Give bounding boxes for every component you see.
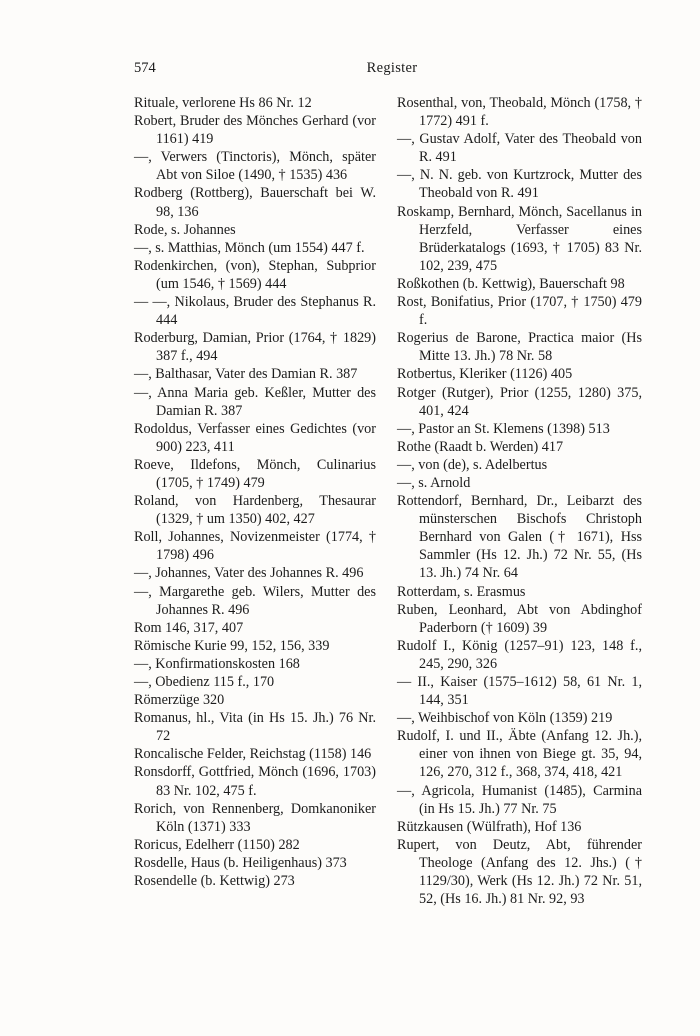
index-entry: Rothe (Raadt b. Werden) 417	[397, 438, 564, 455]
index-entry: —, Verwers (Tinctoris), Mönch, später Abt von Siloe (1490, † 1535) 436	[134, 149, 376, 184]
index-entry: Rogerius de Barone, Practica maior (Hs Mitte 13. Jh.) 78 Nr. 58	[397, 330, 642, 365]
index-entry: —, Anna Maria geb. Keßler, Mutter des Damian R. 387	[134, 384, 376, 419]
index-entry: —, s. Matthias, Mönch (um 1554) 447 f.	[134, 239, 365, 256]
index-entry: Rützkausen (Wülfrath), Hof 136	[397, 818, 582, 835]
index-entry: —, N. N. geb. von Kurtzrock, Mutter des Theobald von R. 491	[397, 167, 642, 202]
index-entry: Rosdelle, Haus (b. Heiligenhaus) 373	[134, 854, 347, 871]
index-entry: —, Johannes, Vater des Johannes R. 496	[134, 565, 364, 582]
index-entry: Römerzüge 320	[134, 692, 225, 709]
index-entry: —, Pastor an St. Klemens (1398) 513	[397, 420, 610, 437]
index-entry: Roricus, Edelherr (1150) 282	[134, 836, 300, 853]
index-column-right	[397, 94, 642, 908]
index-entry: Rodenkirchen, (von), Stephan, Subprior (um 1546, † 1569) 444	[134, 257, 376, 292]
index-entry: Römische Kurie 99, 152, 156, 339	[134, 637, 330, 654]
index-entry: — II., Kaiser (1575–1612) 58, 61 Nr. 1, 144, 351	[397, 674, 642, 709]
index-entry: —, Margarethe geb. Wilers, Mutter des Johannes R. 496	[134, 583, 376, 618]
index-entry: Ronsdorff, Gottfried, Mönch (1696, 1703) 83 Nr. 102, 475 f.	[134, 764, 376, 799]
index-entry: Rode, s. Johannes	[134, 221, 236, 238]
index-entry: Rottendorf, Bernhard, Dr., Leibarzt des münsterschen Bischofs Christoph Bernhard von Galen († 1671), Hss Sammler (Hs 12. Jh.) 72 Nr. 55, (Hs 13. Jh.) 74 Nr. 64	[397, 493, 642, 582]
index-entry: Rodberg (Rottberg), Bauerschaft bei W. 98, 136	[134, 185, 376, 220]
index-entry: Roland, von Hardenberg, Thesaurar (1329, † um 1350) 402, 427	[134, 493, 376, 528]
index-entry: Rupert, von Deutz, Abt, führender Theologe (Anfang des 12. Jhs.) († 1129/30), Werk (Hs 12. Jh.) 72 Nr. 51, 52, (Hs 16. Jh.) 81 Nr. 92, 93	[397, 836, 642, 908]
running-title: Register	[366, 60, 418, 76]
index-entry: — —, Nikolaus, Bruder des Stephanus R. 444	[134, 294, 376, 329]
index-entry: Roll, Johannes, Novizenmeister (1774, † 1798) 496	[134, 529, 376, 564]
index-entry: Rodoldus, Verfasser eines Gedichtes (vor 900) 223, 411	[134, 420, 376, 455]
index-entry: —, s. Arnold	[397, 474, 471, 491]
index-entry: Rom 146, 317, 407	[134, 619, 244, 636]
page-number: 574	[134, 60, 156, 76]
index-entry: Rotger (Rutger), Prior (1255, 1280) 375, 401, 424	[397, 384, 642, 419]
index-entry: Rosendelle (b. Kettwig) 273	[134, 873, 295, 890]
index-entry: —, Konfirmationskosten 168	[134, 655, 300, 672]
index-entry: Rudolf I., König (1257–91) 123, 148 f., 245, 290, 326	[397, 637, 642, 672]
index-entry: Rosenthal, von, Theobald, Mönch (1758, † 1772) 491 f.	[397, 95, 642, 130]
index-entry: —, von (de), s. Adelbertus	[397, 456, 548, 473]
index-entry: Romanus, hl., Vita (in Hs 15. Jh.) 76 Nr. 72	[134, 710, 376, 745]
index-entry: Rudolf, I. und II., Äbte (Anfang 12. Jh.), einer von ihnen von Biege gt. 35, 94, 126, 270, 312 f., 368, 374, 418, 421	[397, 728, 642, 781]
index-entry: Roncalische Felder, Reichstag (1158) 146	[134, 746, 372, 763]
index-entry: Rost, Bonifatius, Prior (1707, † 1750) 479 f.	[397, 294, 642, 329]
index-entry: —, Obedienz 115 f., 170	[134, 674, 275, 690]
index-entry: Rituale, verlorene Hs 86 Nr. 12	[134, 95, 312, 111]
index-entry: Ruben, Leonhard, Abt von Abdinghof Paderborn († 1609) 39	[397, 601, 642, 636]
index-entry: Rorich, von Rennenberg, Domkanoniker Köln (1371) 333	[134, 800, 376, 835]
page-header	[134, 60, 650, 80]
index-entry: —, Agricola, Humanist (1485), Carmina (in Hs 15. Jh.) 77 Nr. 75	[397, 782, 642, 817]
index-entry: Rotbertus, Kleriker (1126) 405	[397, 366, 573, 383]
index-column-left	[134, 94, 376, 890]
index-entry: Roderburg, Damian, Prior (1764, † 1829) 387 f., 494	[134, 330, 376, 365]
index-entry: Rotterdam, s. Erasmus	[397, 583, 526, 600]
index-entry: —, Balthasar, Vater des Damian R. 387	[134, 366, 358, 383]
index-entry: Roskamp, Bernhard, Mönch, Sacellanus in Herzfeld, Verfasser eines Brüderkatalogs (1693, † 1705) 83 Nr. 102, 239, 475	[397, 203, 642, 274]
index-entry: Roeve, Ildefons, Mönch, Culinarius (1705, † 1749) 479	[134, 456, 376, 491]
index-entry: Roßkothen (b. Kettwig), Bauerschaft 98	[397, 275, 625, 292]
index-entry: —, Gustav Adolf, Vater des Theobald von R. 491	[397, 131, 642, 166]
index-entry: Robert, Bruder des Mönches Gerhard (vor 1161) 419	[134, 113, 376, 148]
index-entry: —, Weihbischof von Köln (1359) 219	[397, 710, 613, 727]
